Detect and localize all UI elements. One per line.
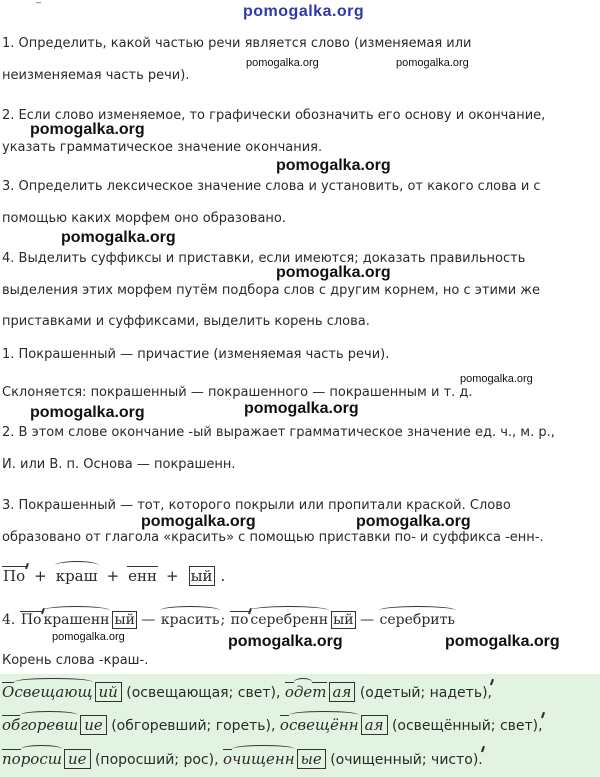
formula-plus-2: +	[106, 567, 120, 585]
watermark: pomogalka.org	[244, 400, 359, 417]
ex6-note: (очищенный; чисто).	[330, 752, 483, 768]
ex4-prefix: о	[279, 716, 289, 734]
ex3-root: горевш	[20, 716, 79, 734]
example-row-1	[2, 683, 492, 701]
step4-analysis	[2, 611, 456, 629]
step4-dash-2: —	[360, 612, 375, 628]
ex5-ending: ие	[64, 749, 91, 769]
plan-line-8: выделения этих морфем путём подбора слов с другим корнем, но с этими же	[2, 283, 541, 298]
step4-sep: ;	[220, 612, 226, 628]
step4-w1-root: крашенн	[43, 612, 110, 628]
ex1-prefix: О	[2, 683, 15, 701]
ex4-root: свещённ	[288, 716, 359, 734]
watermark: pomogalka.org	[228, 633, 343, 650]
ex6-ending: ые	[297, 749, 326, 769]
ex1-note: (освещающая; свет),	[126, 685, 281, 701]
watermark: pomogalka.org	[460, 373, 533, 385]
ex3-ending: ие	[80, 715, 107, 735]
formula-plus-1: +	[34, 567, 47, 585]
ex5-note: (поросший; рос),	[94, 752, 219, 768]
step4-number: 4.	[2, 612, 16, 628]
watermark: pomogalka.org	[30, 121, 145, 138]
root-conclusion: Корень слова -краш-.	[2, 653, 149, 668]
watermark: pomogalka.org	[445, 633, 560, 650]
example-row-3	[2, 750, 483, 768]
watermark: pomogalka.org	[396, 57, 469, 69]
ex3-note: (обгоревший; гореть),	[111, 718, 276, 734]
ex1-ending: ий	[95, 682, 122, 702]
answer-line-2: Склоняется: покрашенный — покрашенного — покрашенным и т. д.	[2, 385, 473, 400]
step4-w1-prefix: По	[20, 612, 42, 628]
plan-line-6: помощью каких морфем оно образовано.	[2, 211, 287, 226]
ex4-ending: ая	[361, 715, 388, 735]
plan-line-4: указать грамматическое значение окончания.	[2, 140, 323, 155]
watermark: pomogalka.org	[276, 264, 391, 281]
step4-w3-ending: ый	[333, 612, 354, 628]
ex2-note: (одетый; надеть),	[359, 685, 492, 701]
watermark: pomogalka.org	[276, 157, 391, 174]
plan-line-5: 3. Определить лексическое значение слова и установить, от какого слова и с	[2, 179, 541, 194]
ex3-prefix: об	[2, 716, 21, 734]
answer-line-6: образовано от глагола «красить» с помощью приставки по- и суффикса -енн-.	[2, 530, 544, 545]
formula-ending: ый	[190, 567, 213, 585]
morpheme-formula	[2, 566, 225, 586]
plan-line-9: приставками и суффиксами, выделить корень слова.	[2, 314, 370, 329]
formula-end-mark: .	[220, 567, 226, 585]
ex2-suffix: т	[312, 683, 327, 701]
plan-line-3: 2. Если слово изменяемое, то графически обозначить его основу и окончание,	[2, 108, 546, 123]
ex1-root: свещающ	[14, 683, 93, 701]
ex2-ending: ая	[329, 682, 356, 702]
answer-line-1: 1. Покрашенный — причастие (изменяемая часть речи).	[2, 347, 390, 362]
watermark: pomogalka.org	[61, 229, 176, 246]
ex6-prefix: о	[222, 750, 233, 768]
formula-prefix: По	[3, 567, 26, 585]
plan-line-1: 1. Определить, какой частью речи является слово (изменяемая или	[2, 36, 472, 51]
formula-plus-3: +	[166, 567, 179, 585]
ex5-prefix: по	[2, 750, 21, 768]
answer-line-5: 3. Покрашенный — тот, которого покрыли или пропитали краской. Слово	[2, 498, 511, 513]
step4-w3-prefix: по	[230, 612, 249, 628]
step4-w1-ending: ый	[114, 612, 135, 628]
watermark: pomogalka.org	[30, 404, 145, 421]
watermark: pomogalka.org	[141, 513, 256, 530]
step4-w3-root: серебренн	[250, 612, 329, 628]
step4-w4-root: серебрить	[379, 612, 455, 628]
answer-line-4: И. или В. п. Основа — покрашенн.	[2, 457, 236, 472]
formula-root: краш	[55, 567, 98, 585]
step4-dash-1: —	[141, 612, 156, 628]
top-dash-mark: ‾	[36, 2, 41, 13]
formula-suffix: енн	[128, 567, 158, 585]
answer-line-3: 2. В этом слове окончание -ый выражает грамматическое значение ед. ч., м. р.,	[2, 425, 555, 440]
plan-line-7: 4. Выделить суффиксы и приставки, если имеются; доказать правильность	[2, 251, 526, 266]
ex2-root: де	[293, 683, 313, 701]
step4-w2-root: красить	[160, 612, 220, 628]
ex6-root: чищенн	[232, 750, 295, 768]
ex2-prefix: о	[284, 683, 294, 701]
plan-line-2: неизменяемая часть речи).	[2, 68, 190, 83]
watermark: pomogalka.org	[246, 57, 319, 69]
ex5-root: росш	[20, 750, 62, 768]
watermark: pomogalka.org	[52, 631, 125, 643]
watermark: pomogalka.org	[356, 513, 471, 530]
ex4-note: (освещённый; свет),	[391, 718, 543, 734]
watermark-top[interactable]: pomogalka.org	[243, 3, 365, 20]
example-row-2	[2, 716, 543, 734]
